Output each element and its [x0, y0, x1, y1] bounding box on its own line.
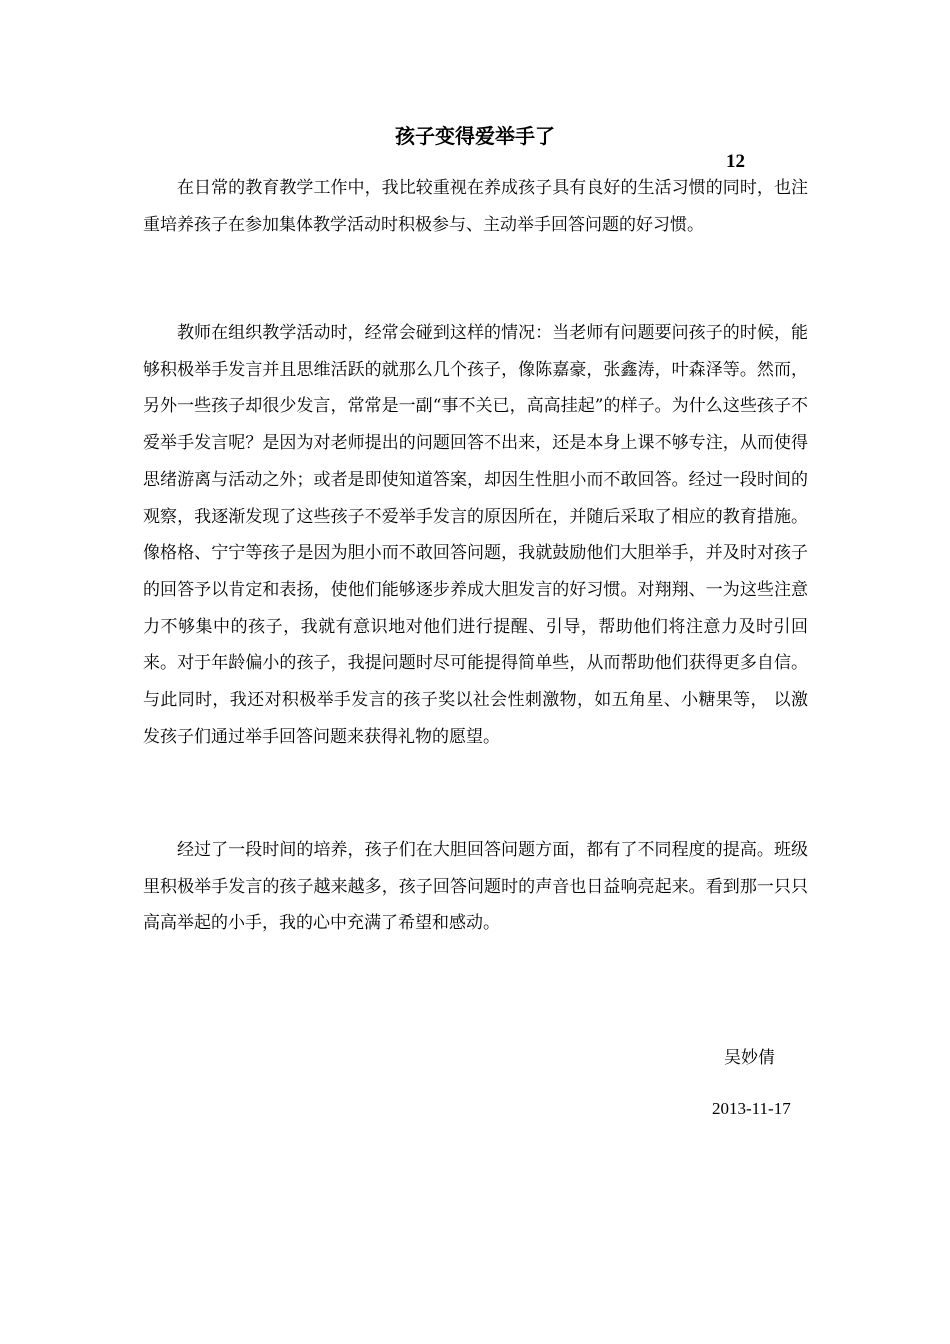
document-date: 2013-11-17 [712, 1099, 791, 1118]
paragraph-1: 在日常的教育教学工作中，我比较重视在养成孩子具有良好的生活习惯的同时，也注重培养孩子在参加集体教学活动时积极参与、主动举手回答问题的好习惯。 [143, 178, 808, 235]
paragraph-3: 经过了一段时间的培养，孩子们在大胆回答问题方面，都有了不同程度的提高。班级里积极举手发言的孩子越来越多，孩子回答问题时的声音也日益响亮起来。看到那一只只高高举起的小手，我的心中充满了希望和感动。 [143, 840, 808, 934]
author-name: 吴妙倩 [724, 1048, 775, 1068]
document-title: 孩子变得爱举手了 [395, 124, 555, 148]
paragraph-2: 教师在组织教学活动时，经常会碰到这样的情况：当老师有问题要问孩子的时候，能够积极举手发言并且思维活跃的就那么几个孩子，像陈嘉豪，张鑫涛，叶森泽等。然而，另外一些孩子却很少发言，常常是一副“事不关已，高高挂起”的样子。为什么这些孩子不爱举手发言呢？是因为对老师提出的问题回答不出来，还是本身上课不够专注，从而使得思绪游离与活动之外；或者是即使知道答案，却因生性胆小而不敢回答。经过一段时间的观察，我逐渐发现了这些孩子不爱举手发言的原因所在，并随后采取了相应的教育措施。像格格、宁宁等孩子是因为胆小而不敢回答问题，我就鼓励他们大胆举手，并及时对孩子的回答予以肯定和表扬，使他们能够逐步养成大胆发言的好习惯。对翔翔、一为这些注意力不够集中的孩子，我就有意识地对他们进行提醒、引导，帮助他们将注意力及时引回来。对于年龄偏小的孩子，我提问题时尽可能提得简单些，从而帮助他们获得更多自信。与此同时，我还对积极举手发言的孩子奖以社会性刺激物，如五角星、小糖果等， 以激发孩子们通过举手回答问题来获得礼物的愿望。 [143, 323, 808, 747]
page-number: 12 [726, 151, 745, 172]
